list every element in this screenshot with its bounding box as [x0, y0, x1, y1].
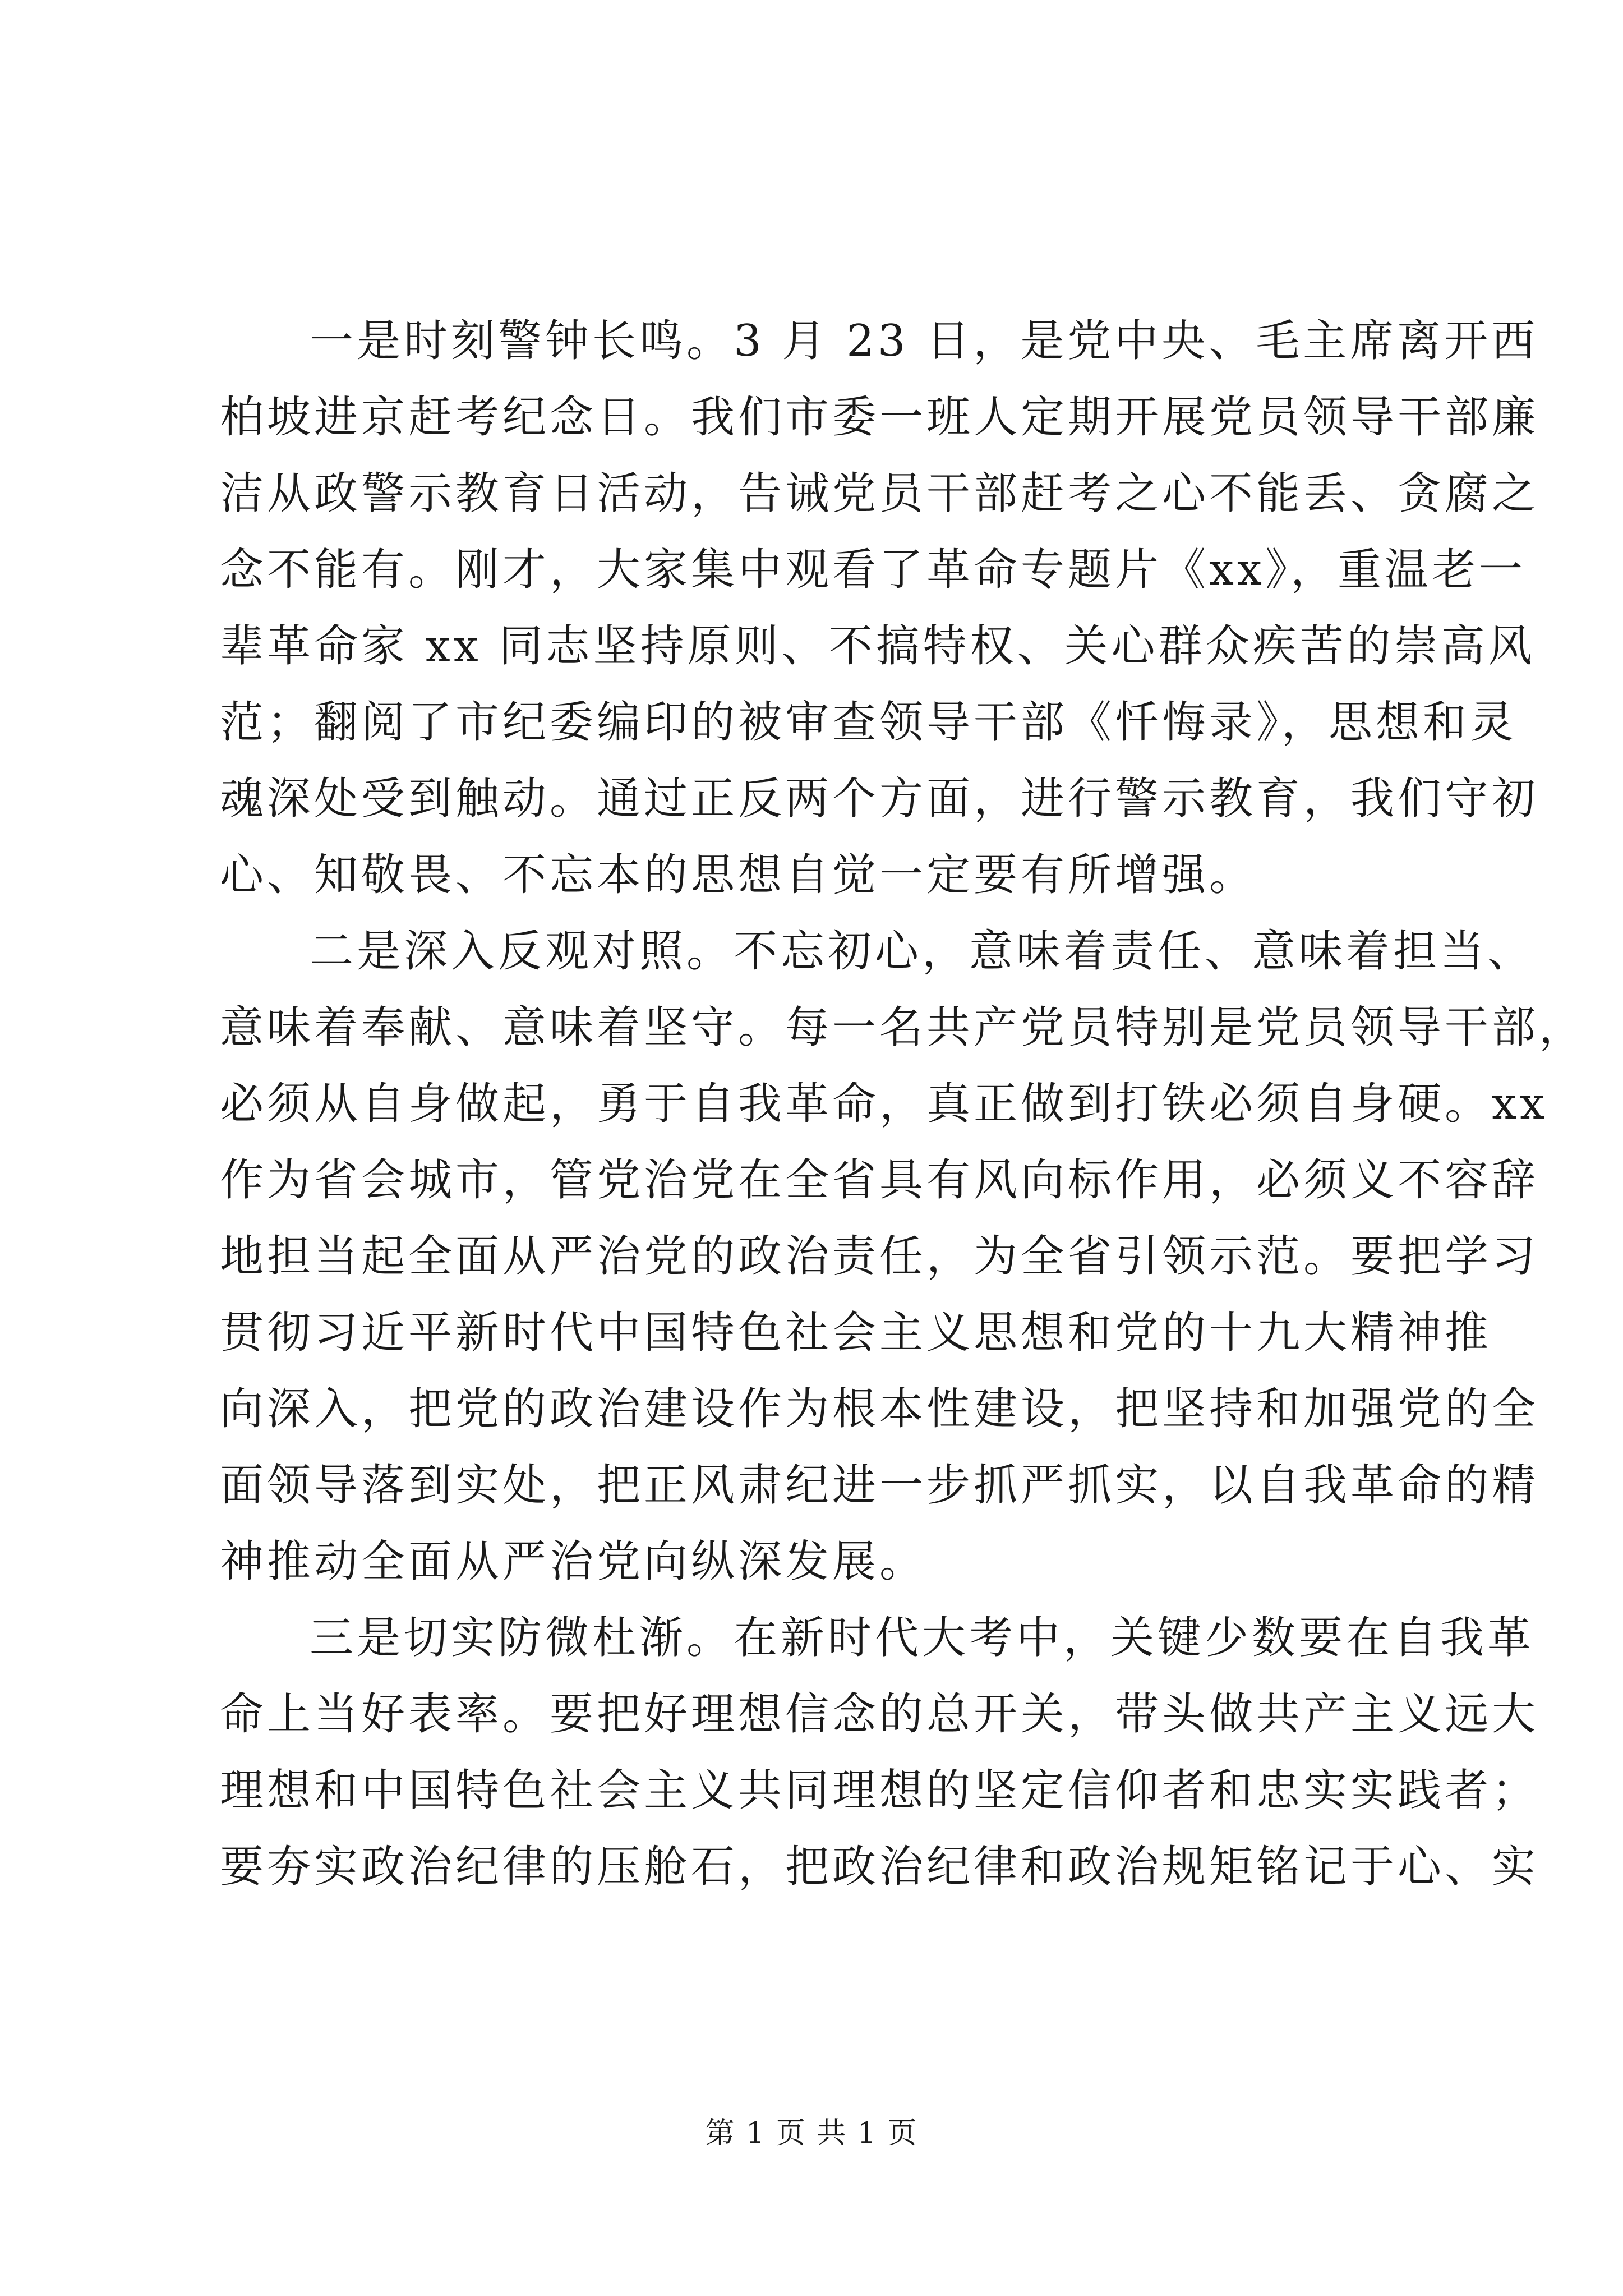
paragraph-line: 贯彻习近平新时代中国特色社会主义思想和党的十九大精神推 — [220, 1308, 1492, 1358]
paragraph-line: 柏坡进京赶考纪念日。我们市委一班人定期开展党员领导干部廉 — [220, 392, 1539, 443]
paragraph-line: 面领导落到实处，把正风肃纪进一步抓严抓实，以自我革命的精 — [220, 1460, 1539, 1511]
page-footer — [0, 2109, 1623, 2151]
paragraph-line: 地担当起全面从严治党的政治责任，为全省引领示范。要把学习 — [220, 1231, 1539, 1282]
paragraph-line: 命上当好表率。要把好理想信念的总开关，带头做共产主义远大 — [220, 1689, 1539, 1740]
paragraph-line: 向深入，把党的政治建设作为根本性建设，把坚持和加强党的全 — [220, 1384, 1539, 1434]
paragraph-line: 意味着奉献、意味着坚守。每一名共产党员特别是党员领导干部， — [220, 1002, 1587, 1053]
paragraph-line: 三是切实防微杜渐。在新时代大考中，关键少数要在自我革 — [310, 1613, 1535, 1663]
paragraph-line: 必须从自身做起，勇于自我革命，真正做到打铁必须自身硬。xx — [220, 1079, 1548, 1129]
paragraph-line: 理想和中国特色社会主义共同理想的坚定信仰者和忠实实践者； — [220, 1765, 1539, 1816]
paragraph-line: 范；翻阅了市纪委编印的被审查领导干部《忏悔录》，思想和灵 — [220, 697, 1518, 748]
document-body — [220, 303, 1587, 1905]
paragraph-line: 要夯实政治纪律的压舱石，把政治纪律和政治规矩铭记于心、实 — [220, 1842, 1539, 1892]
paragraph-line: 辈革命家 xx 同志坚持原则、不搞特权、关心群众疾苦的崇高风 — [220, 621, 1536, 671]
paragraph-line: 魂深处受到触动。通过正反两个方面，进行警示教育，我们守初 — [220, 774, 1539, 824]
page-number-label: 第 1 页 共 1 页 — [705, 2116, 918, 2150]
paragraph-line: 洁从政警示教育日活动，告诫党员干部赶考之心不能丢、贪腐之 — [220, 468, 1539, 519]
paragraph-line: 念不能有。刚才，大家集中观看了革命专题片《xx》，重温老一 — [220, 545, 1526, 595]
paragraph-line: 一是时刻警钟长鸣。3 月 23 日，是党中央、毛主席离开西 — [310, 316, 1539, 366]
paragraph-line: 作为省会城市，管党治党在全省具有风向标作用，必须义不容辞 — [220, 1155, 1539, 1205]
paragraph-line: 心、知敬畏、不忘本的思想自觉一定要有所增强。 — [220, 850, 1257, 900]
paragraph-line: 二是深入反观对照。不忘初心，意味着责任、意味着担当、 — [310, 926, 1535, 977]
paragraph-line: 神推动全面从严治党向纵深发展。 — [220, 1536, 927, 1587]
